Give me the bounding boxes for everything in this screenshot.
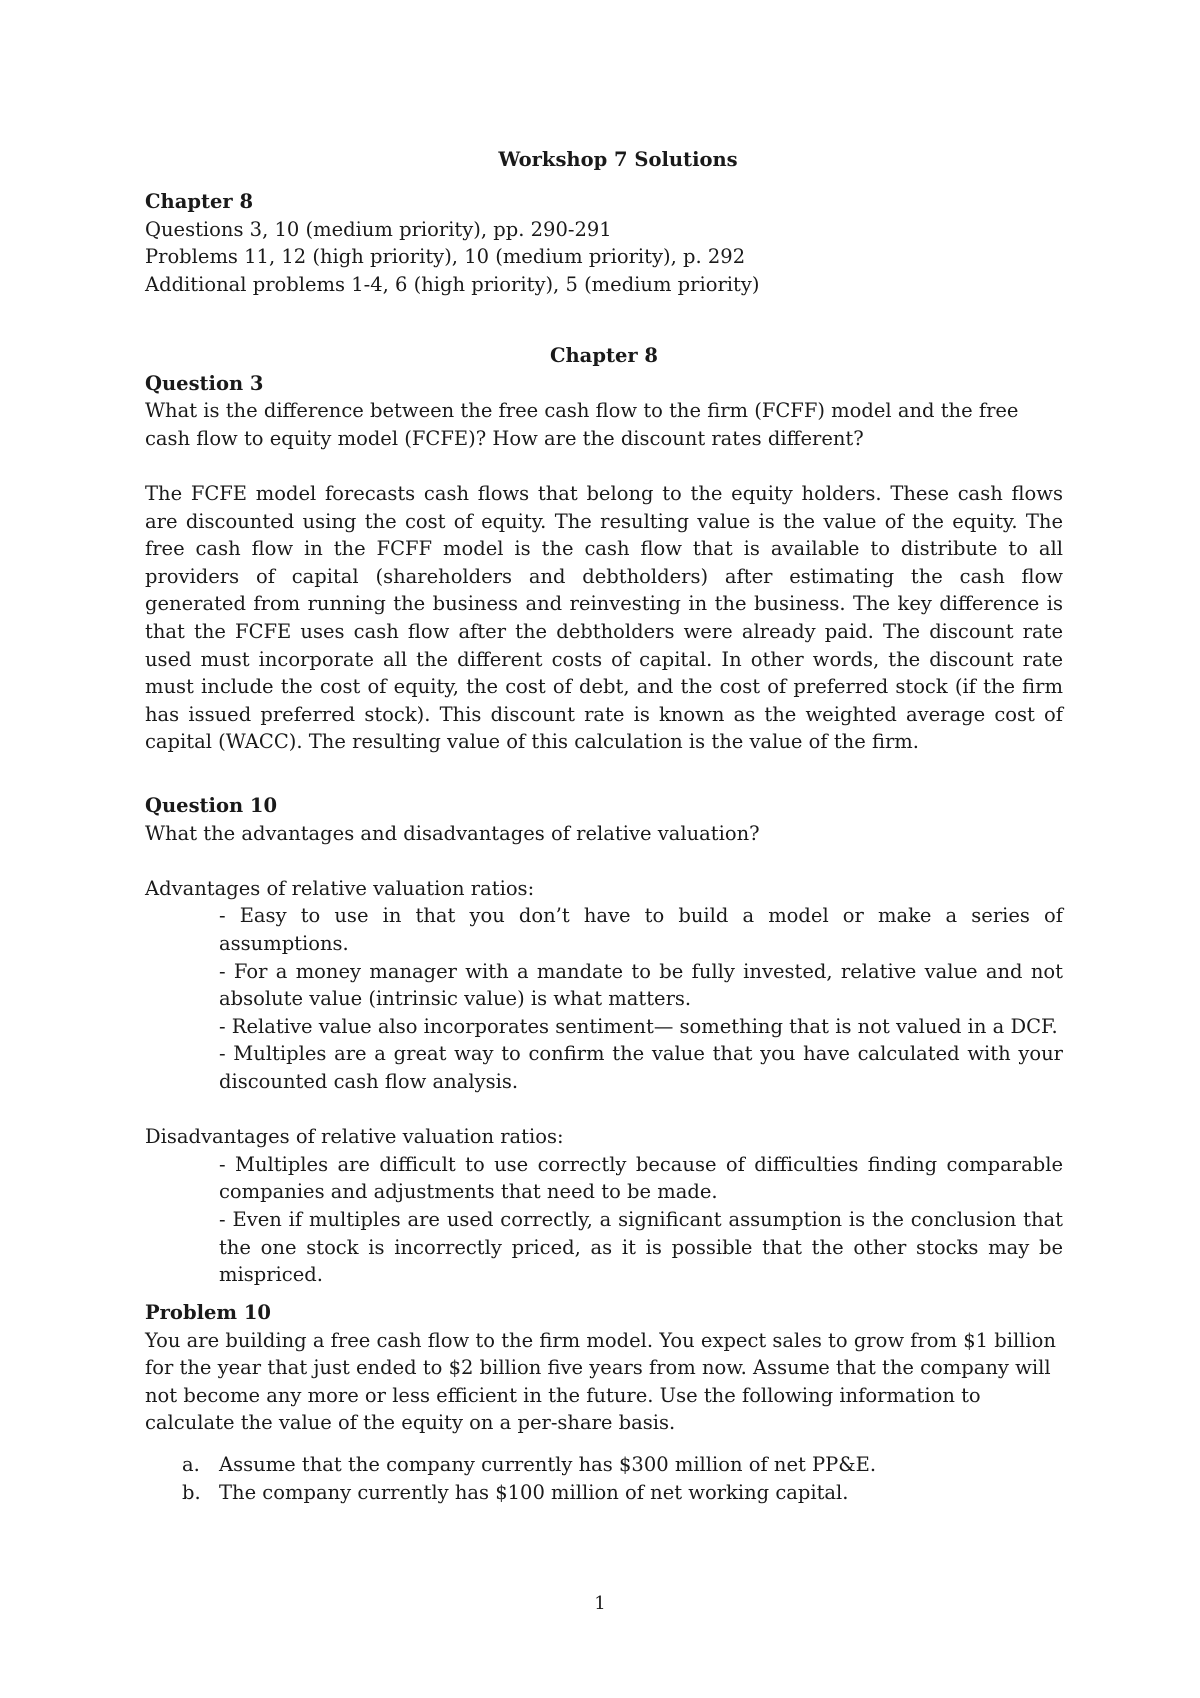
list-item-text: The company currently has $100 million of net working capital. <box>219 1480 849 1504</box>
header-line: Questions 3, 10 (medium priority), pp. 290-291 <box>145 217 612 241</box>
question-3-answer: The FCFE model forecasts cash flows that belong to the equity holders. These cash flows are discounted using the cost of equity. The resulting value is the value of the equity. The free cash flow in the FCFF model is the cash flow that is available to distribute to all providers of capital (shareholders and debtholders) after estimating the cash flow generated from running the business and reinvesting in the business. The key difference is that the FCFE uses cash flow after the debtholders were already paid. The discount rate used must incorporate all the different costs of capital. In other words, the discount rate must include the cost of equity, the cost of debt, and the cost of preferred stock (if the firm has issued preferred stock). This discount rate is known as the weighted average cost of capital (WACC). The resulting value of this calculation is the value of the firm. <box>145 481 1063 754</box>
question-3-prompt: What is the difference between the free cash flow to the firm (FCFF) model and the free cash flow to equity model (FCFE)? How are the discount rates different? <box>145 399 1019 450</box>
question-10-heading: Question 10 <box>145 794 278 817</box>
section-heading: Chapter 8 <box>549 344 658 367</box>
question-10-prompt: What the advantages and disadvantages of relative valuation? <box>145 821 760 845</box>
question-10-section <box>145 792 1063 1289</box>
page-number: 1 <box>594 1593 606 1614</box>
problem-10-prompt: You are building a free cash flow to the firm model. You expect sales to grow from $1 billion for the year that just ended to $2 billion five years from now. Assume that the company will not become any more or less efficient in the future. Use the following information to calculate the value of the equity on a per-share basis. <box>145 1328 1056 1435</box>
advantage-item: - Relative value also incorporates sentiment— something that is not valued in a DCF. <box>219 1014 1058 1038</box>
disadvantage-item: - Even if multiples are used correctly, a significant assumption is the conclusion that the one stock is incorrectly priced, as it is possible that the other stocks may be mispriced. <box>219 1207 1063 1287</box>
advantage-item: - Easy to use in that you don’t have to build a model or make a series of assumptions. <box>219 904 1063 955</box>
problem-10-section <box>145 1299 1063 1506</box>
problem-10-list <box>145 1451 1063 1506</box>
disadvantage-item: - Multiples are difficult to use correctly because of difficulties finding comparable companies and adjustments that need to be made. <box>219 1152 1063 1204</box>
list-item <box>145 1479 1063 1507</box>
list-marker: a. <box>182 1452 200 1476</box>
question-3-section <box>145 342 1063 756</box>
advantage-item: - Multiples are a great way to confirm the value that you have calculated with your discounted cash flow analysis. <box>219 1042 1063 1093</box>
header-chapter: Chapter 8 <box>145 190 254 213</box>
list-item <box>145 1451 1063 1479</box>
header-line: Problems 11, 12 (high priority), 10 (medium priority), p. 292 <box>145 245 746 269</box>
disadvantages-label: Disadvantages of relative valuation ratios: <box>145 1125 564 1149</box>
advantages-label: Advantages of relative valuation ratios: <box>145 876 535 900</box>
header-block <box>145 188 1063 298</box>
document-title: Workshop 7 Solutions <box>498 148 738 171</box>
header-line: Additional problems 1-4, 6 (high priority), 5 (medium priority) <box>145 272 760 296</box>
problem-10-heading: Problem 10 <box>145 1301 271 1324</box>
advantage-item: - For a money manager with a mandate to be fully invested, relative value and not absolute value (intrinsic value) is what matters. <box>219 959 1063 1011</box>
question-3-heading: Question 3 <box>145 371 264 395</box>
list-marker: b. <box>182 1480 201 1504</box>
list-item-text: Assume that the company currently has $300 million of net PP&E. <box>219 1452 877 1476</box>
